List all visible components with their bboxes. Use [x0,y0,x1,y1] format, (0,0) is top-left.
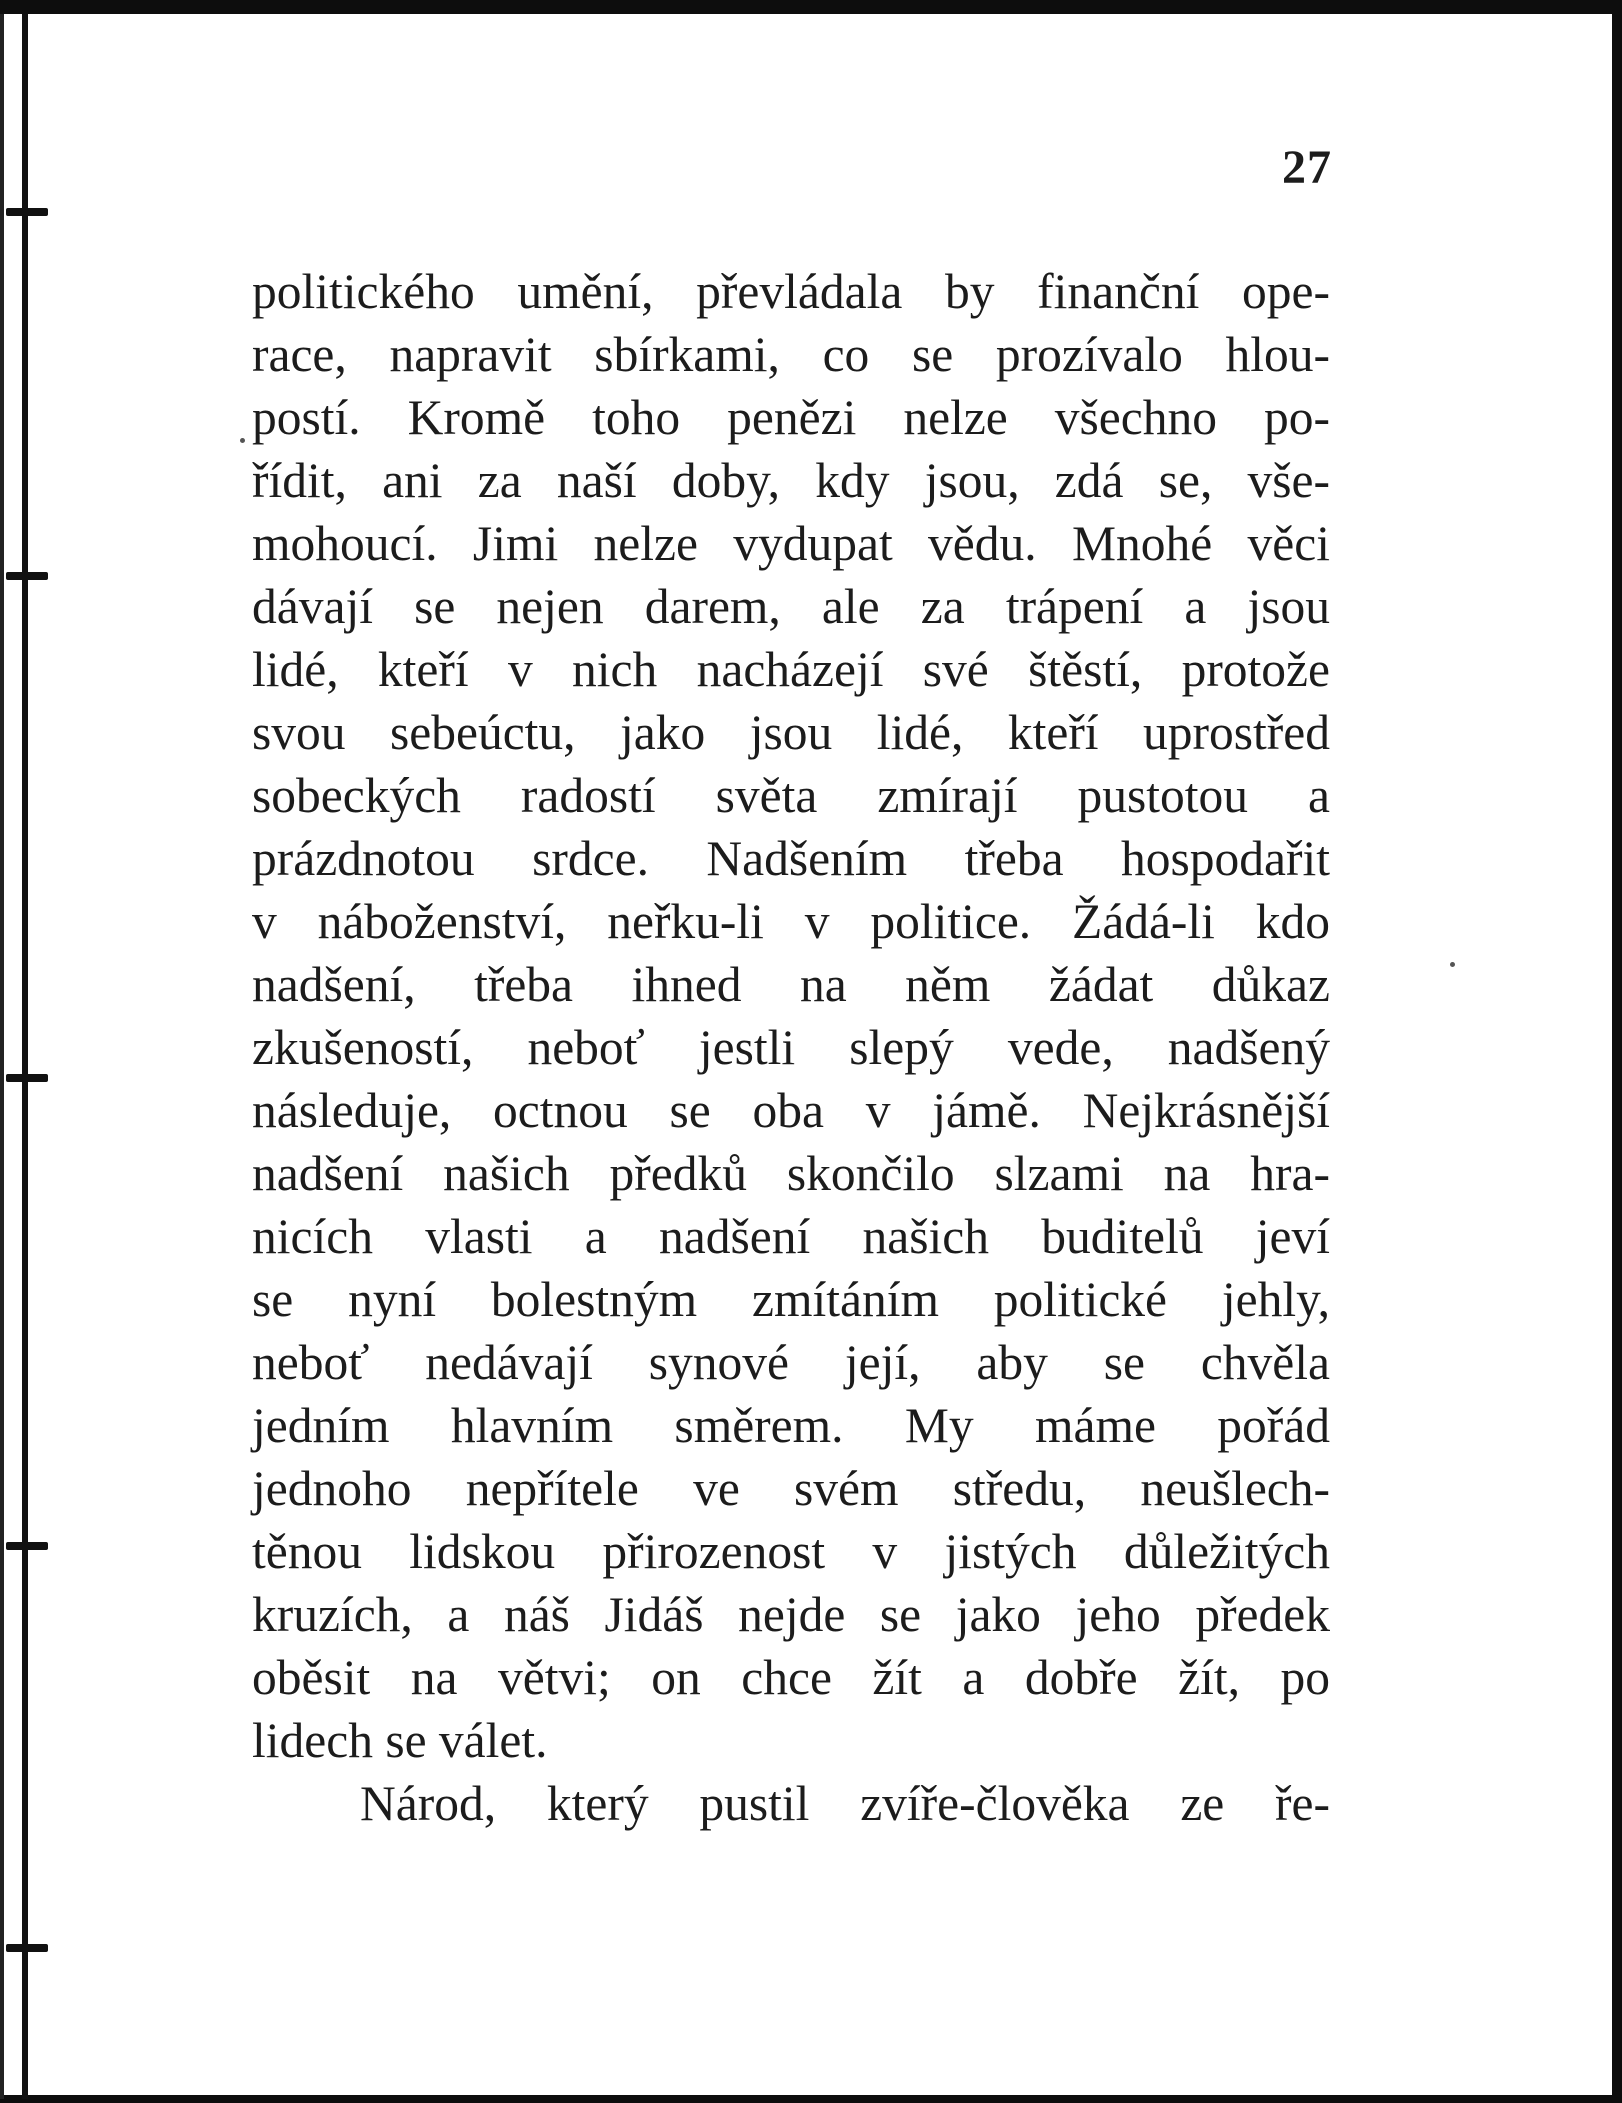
text-line: nicích vlasti a nadšení našich buditelů jeví [252,1209,1330,1264]
scan-border-bottom [0,2095,1622,2103]
text-line: kruzích, a náš Jidáš nejde se jako jeho předek [252,1587,1330,1642]
scan-border-right [1612,0,1622,2103]
text-line: řídit, ani za naší doby, kdy jsou, zdá se, vše- [252,453,1330,508]
binding-stitch [6,1542,48,1550]
binding-stitch [6,1074,48,1082]
text-line: svou sebeúctu, jako jsou lidé, kteří uprostřed [252,705,1330,760]
text-line: nadšení, třeba ihned na něm žádat důkaz [252,957,1330,1012]
paper-speck [1450,962,1455,967]
text-line: lidech se válet. [252,1713,548,1768]
text-line: zkušeností, neboť jestli slepý vede, nadšený [252,1020,1330,1075]
scan-border-top [0,0,1622,14]
binding-stitch [6,1944,48,1952]
text-line: nadšení našich předků skončilo slzami na hra- [252,1146,1330,1201]
text-line: těnou lidskou přirozenost v jistých důležitých [252,1524,1330,1579]
text-line: prázdnotou srdce. Nadšením třeba hospodařit [252,831,1330,886]
page-number: 27 [1282,141,1332,194]
text-line: dávají se nejen darem, ale za trápení a jsou [252,579,1330,634]
text-line: race, napravit sbírkami, co se prozívalo hlou- [252,327,1330,382]
text-line: v náboženství, neřku-li v politice. Žádá-li kdo [252,894,1330,949]
text-line: neboť nedávají synové její, aby se chvěla [252,1335,1330,1390]
binding-stitch [6,208,48,216]
text-line: lidé, kteří v nich nacházejí své štěstí, protože [252,642,1330,697]
text-line-paragraph-start: Národ, který pustil zvíře-člověka ze ře- [360,1776,1330,1831]
text-line: se nyní bolestným zmítáním politické jehly, [252,1272,1330,1327]
text-line: oběsit na větvi; on chce žít a dobře žít, po [252,1650,1330,1705]
text-line: sobeckých radostí světa zmírají pustotou a [252,768,1330,823]
text-line: jednoho nepřítele ve svém středu, neušlech- [252,1461,1330,1516]
paper-speck [240,438,245,443]
binding-edge [0,14,4,2099]
text-line: mohoucí. Jimi nelze vydupat vědu. Mnohé věci [252,516,1330,571]
text-line: politického umění, převládala by finanční ope- [252,264,1330,319]
binding-stitch-line [22,14,28,2099]
text-line: jedním hlavním směrem. My máme pořád [252,1398,1330,1453]
text-line: následuje, octnou se oba v jámě. Nejkrásnější [252,1083,1330,1138]
body-text [252,260,1330,1835]
binding-stitch [6,572,48,580]
text-line: postí. Kromě toho penězi nelze všechno po- [252,390,1330,445]
